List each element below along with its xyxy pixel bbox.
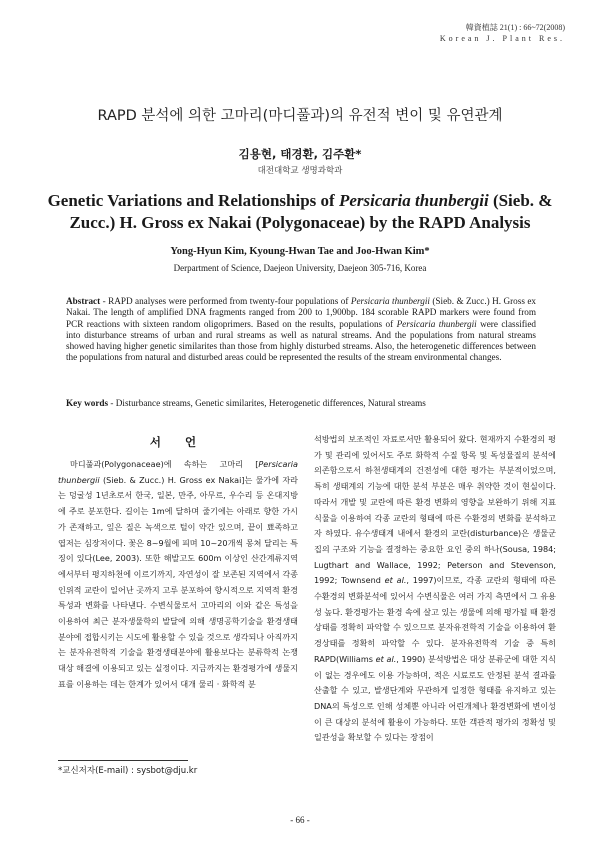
korean-affiliation: 대전대학교 생명과학과 — [257, 166, 343, 176]
right-column-part-1: 석방법의 보조적인 자료로서만 활용되어 왔다. 현재까지 수환경의 평가 및 관리에 있어서도 주로 화학적 수질 항목 및 독성물질의 분석에 의존함으로서 하천생태계의 건전성에 대한 평가는 부분적이었으며, 특히 생태계의 기능에 대한 분석 부분은 매우 취약한 것이 현실이다. 따라서 개발 및 교란에 따른 환경 변화의 영향을 보완하기 위해 지표식물을 이용하여 각종 교란의 형태에 따른 수환경의 변화를 분석하고자 하였다. 유수생태계 내에서 환경의 교란(disturbance)은 생물군집의 구조와 기능을 결정하는 중요한 요인 중의 하나(Sousa, 1984; Lugthart and Wallace, 1992; Peterson and Stevenson, 1992; Townsend — [314, 434, 556, 586]
right-column-etal-2: et al. — [375, 653, 397, 664]
keywords-text: - Disturbance streams, Genetic similarites, Heterogenetic differences, Natural streams — [108, 398, 426, 408]
section-title: 서 언 — [149, 435, 207, 449]
abstract-label: Abstract — [66, 296, 101, 306]
page-number: - 66 - — [290, 815, 310, 825]
abstract-part-1: - RAPD analyses were performed from twenty-four populations of — [100, 296, 351, 306]
right-column-text — [314, 432, 556, 746]
english-title-suffix: (Sieb. & Zucc.) H. Gross ex Nakai (Polygonaceae) by the RAPD Analysis — [69, 191, 553, 232]
abstract — [66, 296, 536, 364]
abstract-species-2: Persicaria thunbergii — [396, 318, 477, 329]
korean-title: RAPD 분석에 의한 고마리(마디풀과)의 유전적 변이 및 유연관계 — [97, 108, 503, 124]
right-column-etal-1: et al. — [384, 575, 407, 586]
journal-name: Korean J. Plant Res. — [439, 34, 565, 43]
journal-reference: 韓資植誌 21(1) : 66~72(2008) — [465, 23, 565, 32]
english-title-species: Persicaria thunbergii — [338, 191, 489, 210]
corresponding-author-footnote: *교신저자(E-mail) : sysbot@dju.kr — [58, 766, 198, 776]
abstract-species-1: Persicaria thunbergii — [350, 296, 430, 306]
english-title — [40, 190, 560, 234]
english-affiliation: Derpartment of Science, Daejeon University, Daejeon 305-716, Korea — [173, 263, 427, 273]
left-column-part-1: 마디풀과(Polygonaceae)에 속하는 고마리 [ — [70, 459, 259, 469]
left-column-part-2: (Sieb. & Zucc.) H. Gross ex Nakai]는 물가에 자라는 덩굴성 1년초로서 한국, 일본, 만주, 아무르, 우수리 등 온대지방에 주로 분포한다. 길이는 1m에 달하며 줄기에는 아래로 향한 가시가 존재하고, 잎은 질은 녹색으로 털이 약간 있으며, 끝이 뾰족하고 엽저는 심장저이다. 꽃은 8~9월에 피며 10~20개씩 몽쳐 달리는 특징이 있다(Lee, 2003). 또한 해발고도 600m 이상인 산간계류지역에서부터 평지하천에 이르기까지, 자연성이 잘 보존된 지역에서 각종 인위적 교란이 일어난 곳까지 고루 분포하여 향시적으로 지역적 환경특성과 변화를 나타낸다. 수변식물로서 고마리의 이와 같은 특성을 이용하여 최근 분자생물학의 발달에 의해 생명공학기술을 환경생태분야에 접합시키는 시도에 활용할 수 있을 것으로 생각되나 아직까지는 분자유전학적 기술을 환경생태분야에 활용보다는 분류학적 논쟁 대상 해결에 이용되고 있는 실정이다. 지금까지는 환경평가에 생물지표를 이용하는 데는 한계가 있어서 대개 물리 · 화학적 분 — [58, 474, 298, 689]
footnote-divider — [58, 760, 188, 761]
left-column-species: Persicaria thunbergii — [58, 459, 298, 485]
keywords-label: Key words — [66, 398, 109, 408]
abstract-part-2: (Sieb. & Zucc.) H. Gross ex Nakai. The length of amplified DNA fragments ranged from 200 to 1,900bp. 184 scorable RAPD markers were found from PCR reactions with sixteen random oligoprimers. Based on the results, populations of — [66, 296, 536, 329]
right-column-part-2: , 1997)이므로, 각종 교란의 형태에 따른 수환경의 변화분석에 있어서 수변식물은 여러 가지 측면에서 그 유용성 높다. 환경평가는 환경 속에 살고 있는 생물에 의해 평가될 때 환경 상태를 정확히 파악할 수 있으므로 분자유전학적 기술을 이용하여 환경상태를 정확히 파악할 수 있다. 분자유전학적 기술 중 특히 RAPD(Williams — [314, 575, 556, 664]
keywords — [66, 398, 536, 409]
english-authors: Yong-Hyun Kim, Kyoung-Hwan Tae and Joo-Hwan Kim* — [170, 246, 430, 257]
right-column-part-3: , 1990) 분석방법은 대상 분류군에 대한 지식이 없는 경우에도 이용 가능하며, 적은 시료로도 안정된 분석 결과를 산출할 수 있고, 발생단계와 무관하게 일정한 형태를 유지하고 있는 DNA의 특성으로 인해 성체뿐 아니라 어린개체나 환경변화에 변이성이 큰 대상의 분석에 활용이 가능하다. 또한 객관적 평가의 정확성 및 일관성을 확보할 수 있다는 장점이 — [314, 653, 556, 743]
abstract-part-3: were classified into disturbance streams of urban and rural streams as well as natural streams. And the populations from natural streams showed having higher genetic similarites than those from highly disturbed streams. Also, the heterogenetic differences between the populations from natural and disturbed areas could be represented the results of the stream environmental changes. — [66, 318, 537, 363]
left-column-text — [58, 457, 298, 693]
journal-header — [440, 22, 565, 44]
english-title-prefix: Genetic Variations and Relationships of — [47, 191, 339, 210]
korean-authors: 김용현, 태경환, 김주환* — [238, 147, 362, 161]
